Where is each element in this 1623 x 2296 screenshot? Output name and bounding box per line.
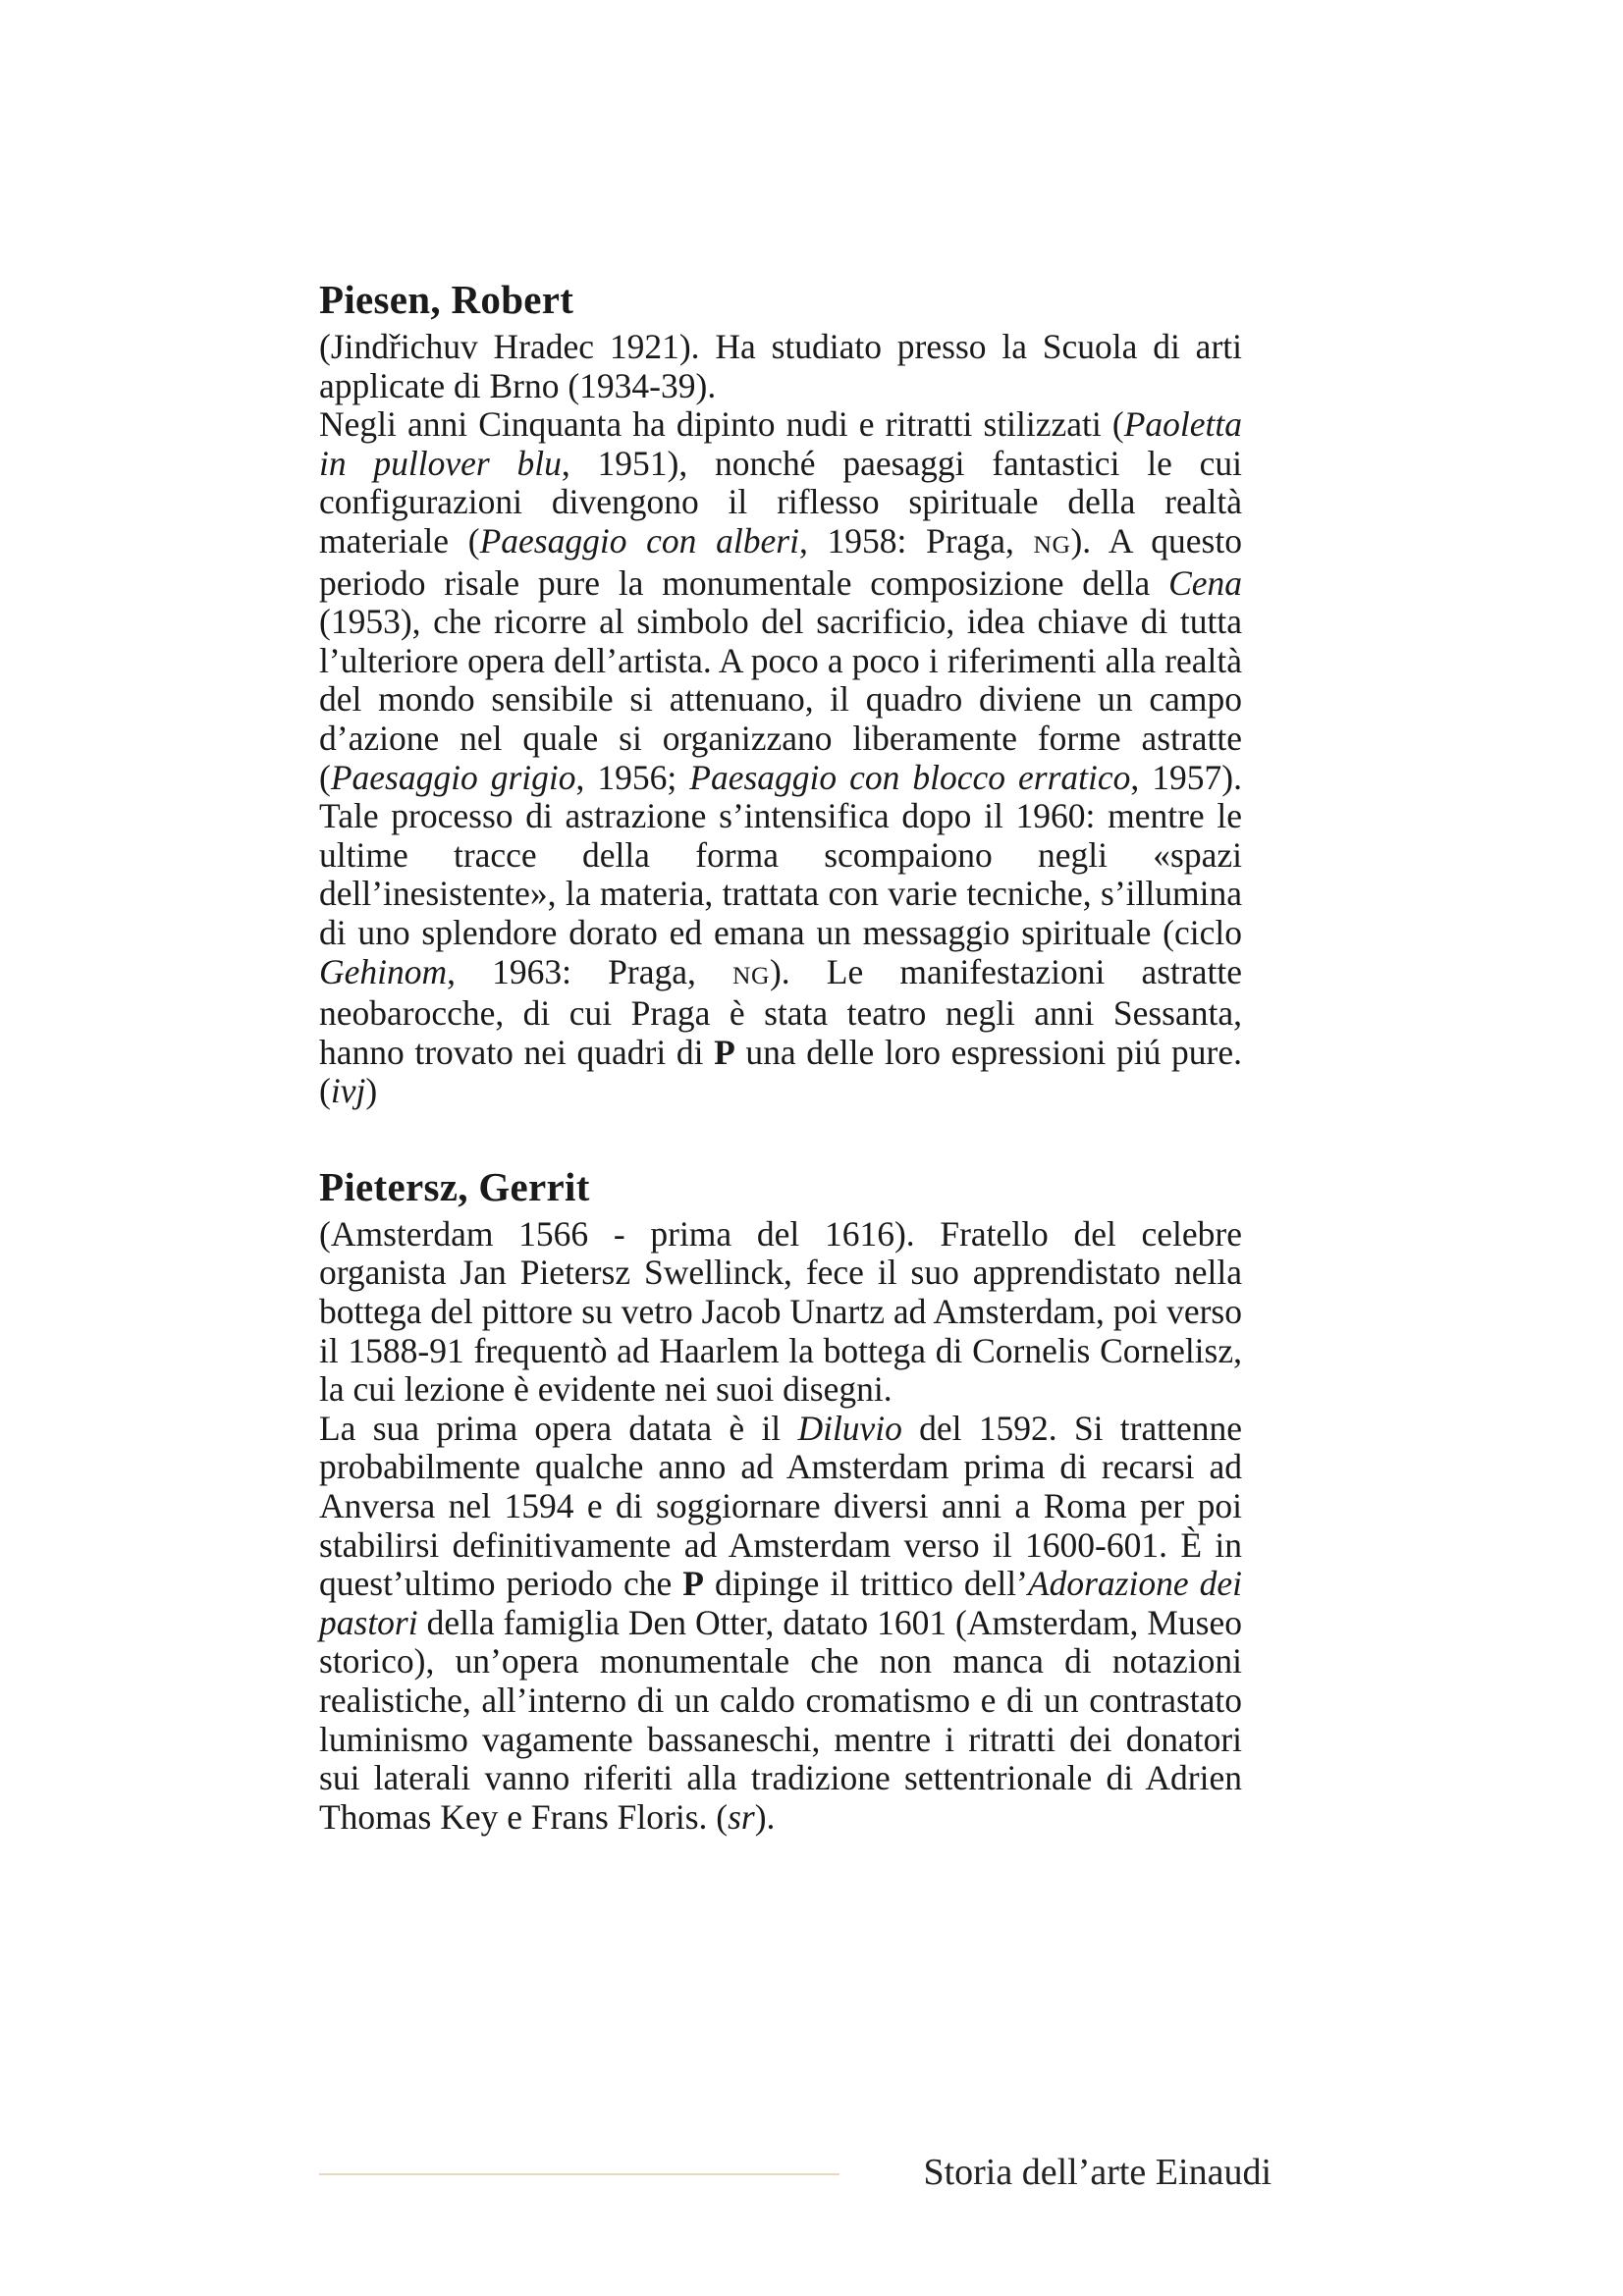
paragraph bbox=[319, 328, 1242, 405]
page-footer bbox=[319, 2150, 1271, 2199]
text-run: ). A questo periodo risale pure la monumentale composizione della bbox=[319, 520, 1242, 603]
text-run: , 1958: Praga, bbox=[798, 520, 1034, 561]
paragraph bbox=[319, 1215, 1242, 1410]
text-run: ) bbox=[365, 1071, 378, 1111]
text-run: La sua prima opera datata è il bbox=[319, 1408, 798, 1448]
entry-title: Piesen, Robert bbox=[319, 277, 574, 322]
italic-run: Diluvio bbox=[797, 1408, 902, 1448]
text-run: della famiglia Den Otter, datato 1601 (Amsterdam, Museo storico), un’opera monumentale che non manca di notazioni realistiche, all’interno di un caldo cromatismo e di un contrastato luminismo vagamente bassaneschi, mentre i ritratti dei donatori sui laterali vanno riferiti alla tradizione settentrionale di Adrien Thomas Key e Frans Floris. ( bbox=[319, 1602, 1242, 1837]
text-run: Negli anni Cinquanta ha dipinto nudi e ritratti stilizzati ( bbox=[319, 404, 1124, 445]
text-run: , 1956; bbox=[575, 757, 690, 797]
italic-run: Adorazione dei pastori bbox=[319, 1564, 1242, 1642]
italic-run: ivj bbox=[330, 1071, 366, 1111]
text-run: , 1957). Tale processo di astrazione s’intensifica dopo il 1960: mentre le ultime tracce della forma scompaiono negli «spazi dell’inesistente», la materia, trattata con varie tecniche, s’illumina di uno splendore dorato ed emana un messaggio spirituale (ciclo bbox=[319, 757, 1243, 952]
italic-run: Cena bbox=[1168, 562, 1242, 603]
paragraph bbox=[319, 405, 1242, 1111]
smallcaps-run: NG bbox=[732, 960, 770, 989]
text-run: (Amsterdam 1566 - prima del 1616). Fratello del celebre organista Jan Pietersz Swellinck, fece il suo apprendistato nella bottega del pittore su vetro Jacob Unartz ad Amsterdam, poi verso il 1588-91 frequentò ad Haarlem la bottega di Cornelis Cornelisz, la cui lezione è evidente nei suoi disegni. bbox=[319, 1213, 1242, 1410]
page-body bbox=[319, 275, 1242, 1888]
text-run: , 1963: Praga, bbox=[447, 951, 733, 991]
footer-publisher: Storia dell’arte Einaudi bbox=[923, 2152, 1271, 2193]
text-run: ). Le manifestazioni astratte neobarocche, di cui Praga è stata teatro negli anni Sessanta, hanno trovato nei quadri di bbox=[319, 951, 1242, 1072]
entry-pietersz bbox=[319, 1162, 1242, 1838]
bold-run: P bbox=[714, 1032, 735, 1072]
entry-text bbox=[319, 1215, 1242, 1838]
italic-run: Gehinom bbox=[319, 951, 448, 991]
text-run: ). bbox=[754, 1796, 776, 1837]
italic-run: Paesaggio con blocco erratico bbox=[689, 757, 1131, 797]
smallcaps-run: NG bbox=[1033, 529, 1071, 559]
italic-run: Paesaggio con alberi bbox=[479, 520, 799, 561]
text-run: una delle loro espressioni piú pure. ( bbox=[319, 1032, 1242, 1111]
text-run: (1953), che ricorre al simbolo del sacrificio, idea chiave di tutta l’ulteriore opera dell’artista. A poco a poco i riferimenti alla realtà del mondo sensibile si attenuano, il quadro diviene un campo d’azione nel quale si organizzano liberamente forme astratte ( bbox=[319, 602, 1242, 797]
entry-title: Pietersz, Gerrit bbox=[319, 1163, 590, 1209]
entry-text bbox=[319, 328, 1242, 1111]
italic-run: Paesaggio grigio bbox=[330, 757, 576, 797]
text-run: del 1592. Si trattenne probabilmente qualche anno ad Amsterdam prima di recarsi ad Anversa nel 1594 e di soggiornare diversi anni a Roma per poi stabilirsi definitivamente ad Amsterdam verso il 1600-601. È in quest’ultimo periodo che bbox=[319, 1408, 1242, 1604]
text-run: (Jindřichuv Hradec 1921). Ha studiato presso la Scuola di arti applicate di Brno (1934-39). bbox=[319, 327, 1242, 405]
entry-piesen bbox=[319, 275, 1242, 1111]
text-run: dipinge il trittico dell’ bbox=[703, 1564, 1028, 1604]
italic-run: Paoletta in pullover blu bbox=[319, 404, 1242, 483]
text-run: , 1951), nonché paesaggi fantastici le cui configurazioni divengono il riflesso spirituale della realtà materiale ( bbox=[319, 443, 1243, 561]
bold-run: P bbox=[682, 1564, 704, 1604]
italic-run: sr bbox=[728, 1796, 755, 1837]
footer-rule bbox=[319, 2173, 839, 2175]
paragraph bbox=[319, 1410, 1242, 1838]
